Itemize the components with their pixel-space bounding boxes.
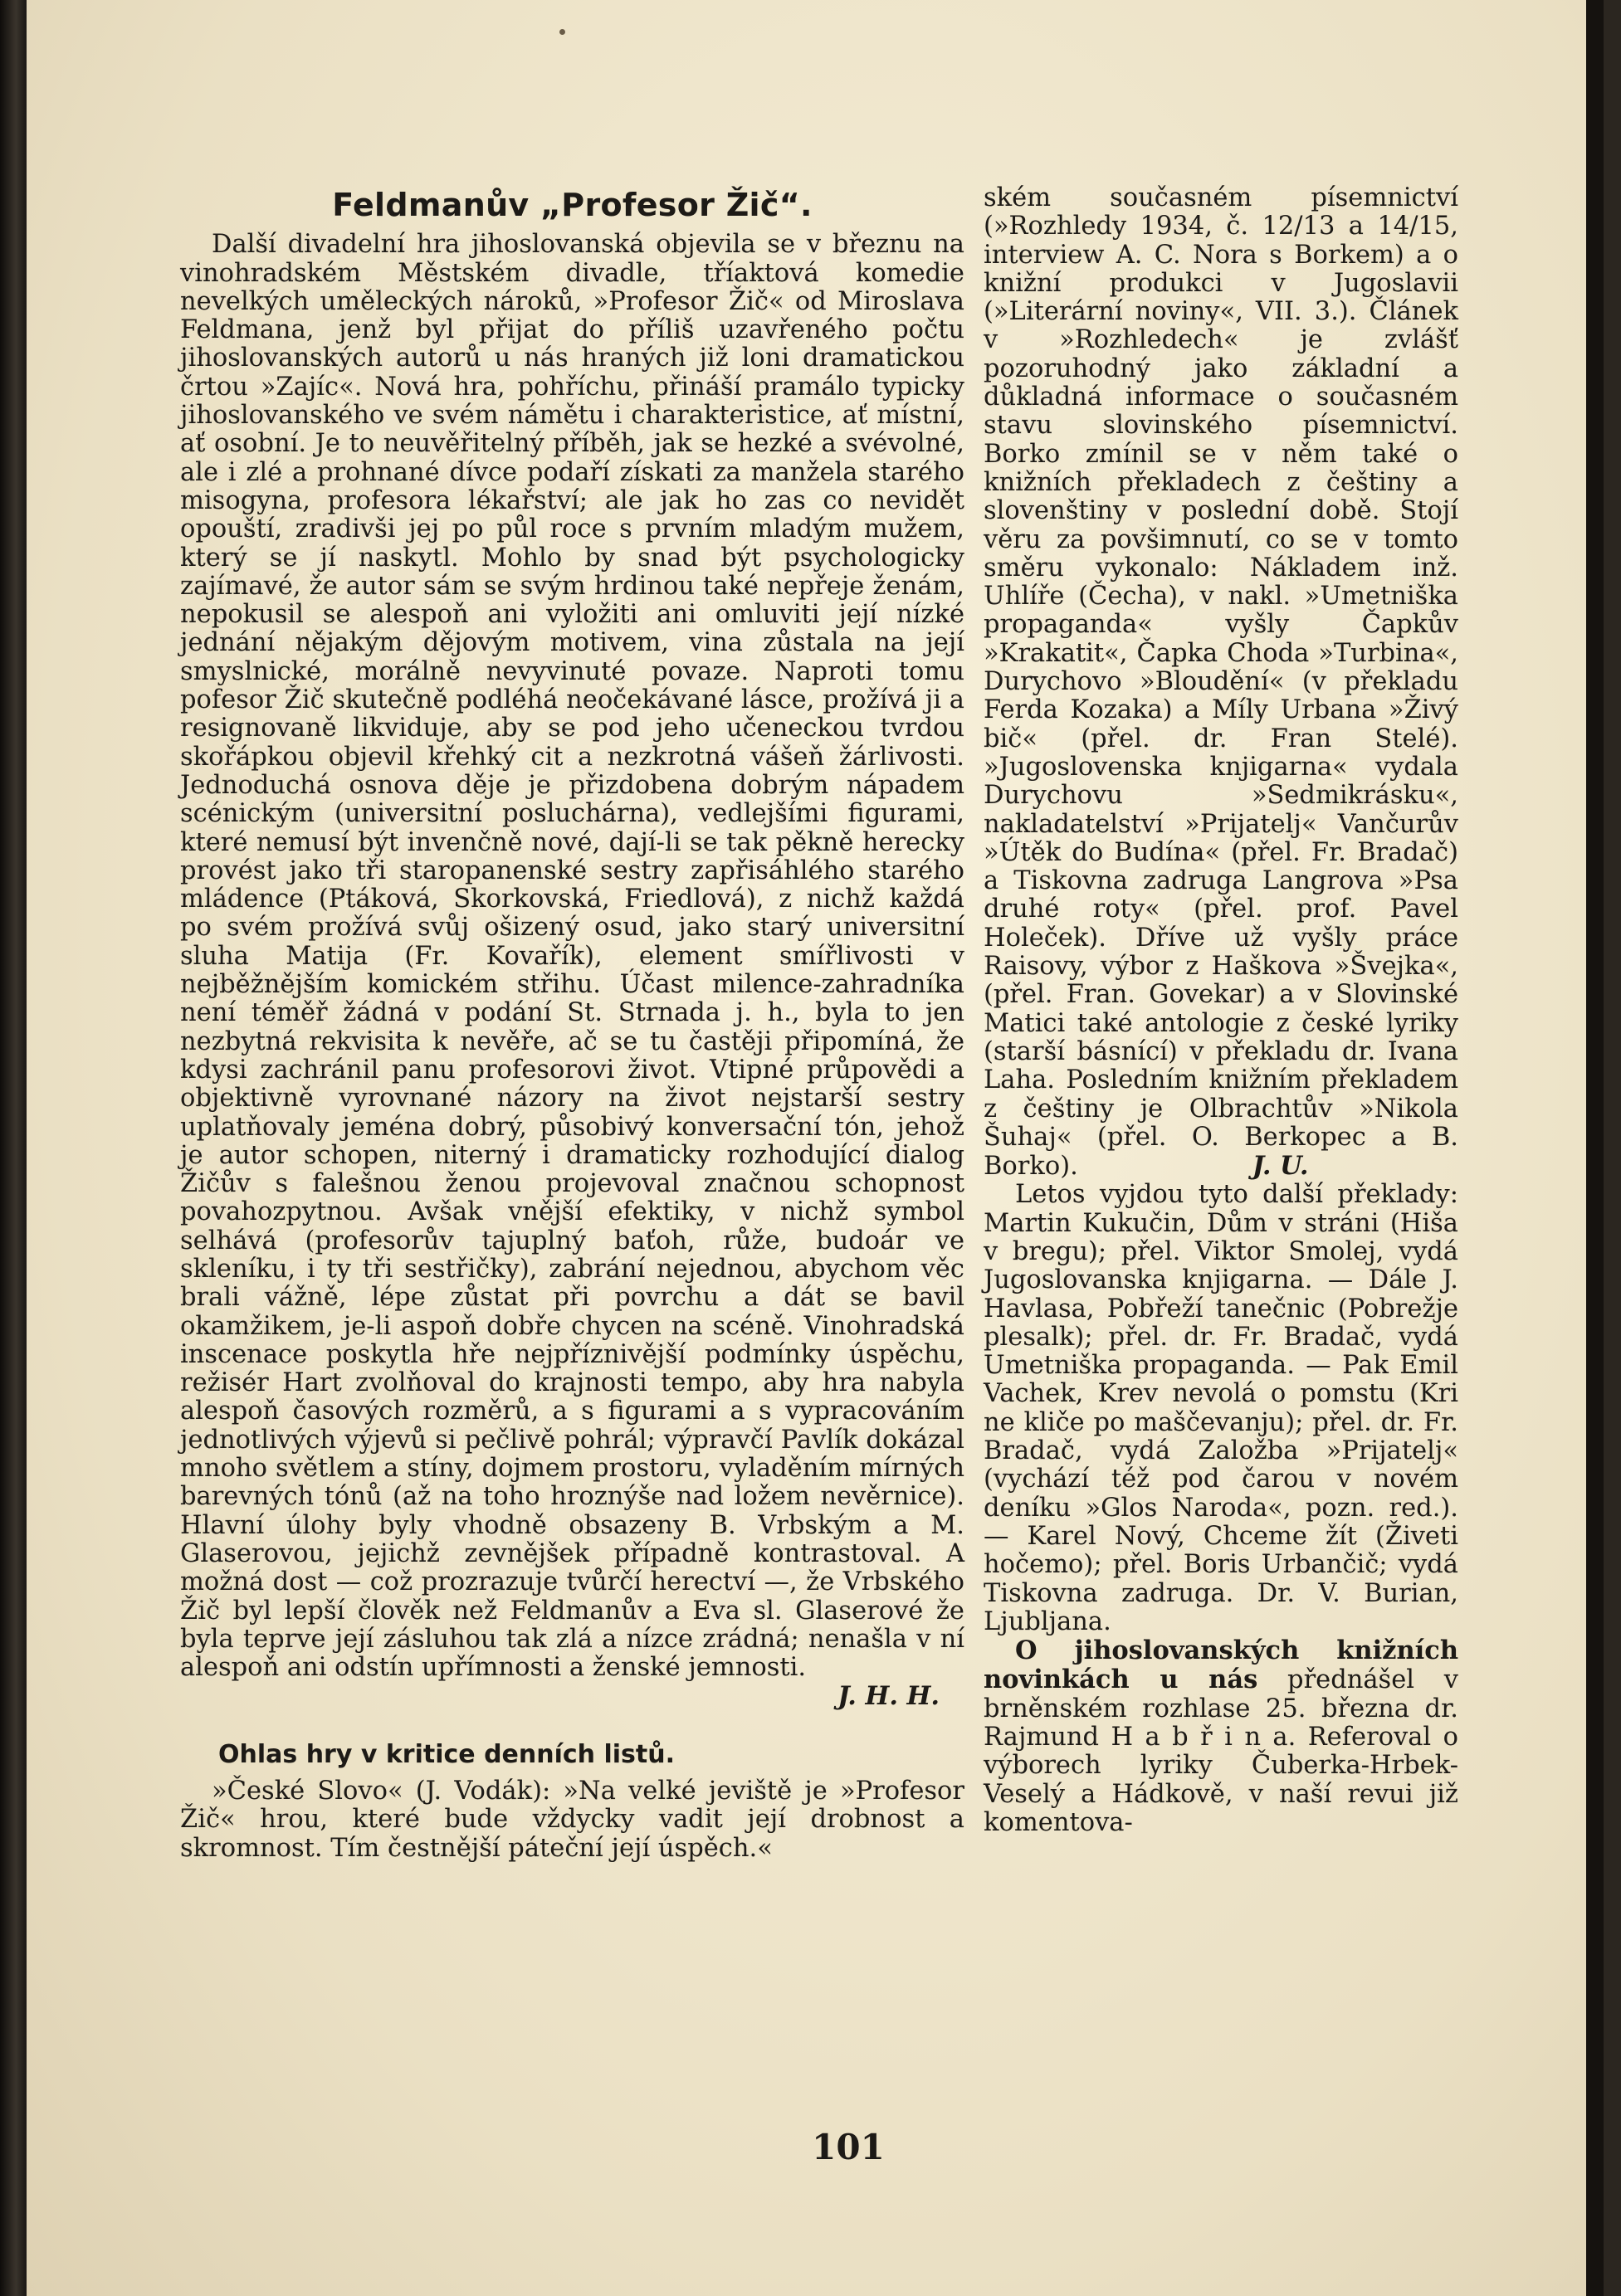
paper-speck [559,29,565,35]
left-column [180,184,964,1863]
lecture-text: přednášel v brněnském rozhlase 25. března dr. Rajmund H a b ř i n a. Referoval o výborech lyriky Čuberka-Hrbek-Veselý a Hádkově, v naší revui již komentova- [984,1665,1458,1837]
section-subheading: Ohlas hry v kritice denních listů. [218,1739,675,1769]
right-signature: J. U. [1252,1151,1309,1182]
right-paragraph-text: ském současném písemnictví (»Rozhledy 1934, č. 12/13 a 14/15, interview A. C. Nora s Borkem) a o knižní produkci v Jugoslavii (»Literární noviny«, VII. 3.). Článek v »Rozhledech« je zvlášť pozoruhodný jako základní a důkladná informace o současném stavu slovinského písemnictví. Borko zmínil se v něm také o knižních překladech z češtiny a slovenštiny v poslední době. Stojí věru za povšimnutí, co se v tomto směru vykonalo: Nákladem inž. Uhlíře (Čecha), v nakl. »Umetniška propaganda« vyšly Čapkův »Krakatit«, Čapka Choda »Turbina«, Durychovo »Bloudění« (v překladu Ferda Kozaka) a Míly Urbana »Živý bič« (přel. dr. Fran Stelé). »Jugoslovenska knjigarna« vydala Durychovu »Sedmikrásku«, nakladatelství »Prijatelj« Vančurův »Útěk do Budína« (přel. Fr. Bradač) a Tiskovna zadruga Langrova »Psa druhé roty« (přel. prof. Pavel Holeček). Dříve už vyšly práce Raisovy, výbor z Haškova »Švejka«, (přel. Fran. Govekar) a v Slovinské Matici také antologie z české lyriky (starší básnící) v překladu dr. Ivana Laha. Posledním knižním překladem z češtiny je Olbrachtův »Nikola Šuhaj« (přel. O. Berkopec a B. Borko). [984,183,1458,1182]
lecture-lead: O jihoslovanských knižních novinkách u nás [984,1635,1458,1695]
review-paragraph: »České Slovo« (J. Vodák): »Na velké jeviště je »Profesor Žič« hrou, které bude vždycky vadit její drobnost a skromnost. Tím čestnější páteční její úspěch.« [180,1777,964,1863]
translations-paragraph: Letos vyjdou tyto další překlady: Martin Kukučin, Dům v stráni (Hiša v bregu); přel. Viktor Smolej, vydá Jugoslovanska knjigarna. — Dále J. Havlasa, Pobřeží tanečnic (Pobrežje plesalk); přel. dr. Fr. Bradač, vydá Umetniška propaganda. — Pak Emil Vachek, Krev nevolá o pomstu (Kri ne kliče po maščevanju); přel. dr. Fr. Bradač, vydá Založba »Prijatelj« (vychází též pod čarou v novém deníku »Glos Naroda«, pozn. red.). — Karel Nový, Chceme žít (Živeti hočemo); přel. Boris Urbančič; vydá Tiskovna zadruga. Dr. V. Burian, Ljubljana. [984,1180,1458,1636]
article-signature-line [180,1682,964,1710]
article-title: Feldmanův „Profesor Žič“. [332,187,813,223]
right-column [984,184,1458,1837]
right-paragraph-continued [984,184,1458,1181]
article-paragraph: Další divadelní hra jihoslovanská objevila se v březnu na vinohradském Městském divadle, tříaktová komedie nevelkých uměleckých nároků, »Profesor Žič« od Miroslava Feldmana, jenž byl přijat do příliš uzavřeného počtu jihoslovanských autorů u nás hraných již loni dramatickou črtou »Zajíc«. Nová hra, pohříchu, přináší pramálo typicky jihoslovanského ve svém námětu i charakteristice, ať místní, ať osobní. Je to neuvěřitelný příběh, jak se hezké a svévolné, ale i zlé a prohnané dívce podaří získati za manžela starého misogyna, profesora lékařství; ale jak ho zas co nevidět opouští, zradivši jej po půl roce s prvním mladým mužem, který se jí naskytl. Mohlo by snad být psychologicky zajímavé, že autor sám se svým hrdinou také nepřeje ženám, nepokusil se alespoň ani vyložiti ani omluviti její nízké jednání nějakým dějovým motivem, vina zůstala na její smyslnické, morálně nevyvinuté povaze. Naproti tomu pofesor Žič skutečně podléhá neočekávané lásce, prožívá ji a resignovaně likviduje, aby se pod jeho učeneckou tvrdou skořápkou objevil křehký cit a nezkrotná vášeň žárlivosti. Jednoduchá osnova děje je přizdobena dobrým nápadem scénickým (universitní posluchárna), vedlejšími figurami, které nemusí být invenčně nové, dají-li se tak pěkně herecky provést jako tři staropanenské sestry zapřisáhlého starého mládence (Ptáková, Skorkovská, Friedlová), z nichž každá po svém prožívá svůj ošizený osud, jako starý universitní sluha Matija (Fr. Kovařík), element smířlivosti v nejběžnějším komickém střihu. Účast milence-zahradníka není téměř žádná v podání St. Strnada j. h., byla to jen nezbytná rekvisita k nevěře, ač se tu častěji připomíná, že kdysi zachránil panu profesorovi život. Vtipné průpovědi a objektivně vyrovnané názory na život nejstarší sestry uplatňovaly jeménа dobrý, působivý konversační tón, jehož je autor schopen, niterný i dramaticky rozhodující dialog Žičův s falešnou ženou projevoval značnou schopnost povahozpytnou. Avšak vnější efektiky, v nichž symbol selhává (profesorův tajuplný baťoh, růže, budoár ve skleníku, i ty tři sestřičky), zabrání nejednou, abychom věc brali vážně, lépe zůstat při povrchu a dát se bavil okamžikem, je-li aspoň dobře chycen na scéně. Vinohradská inscenace poskytla hře nejpříznivější podmínky úspěchu, režisér Hart zvolňoval do krajnosti tempo, aby hra nabyla alespoň časových rozměrů, a s figurami a s vypracováním jednotlivých výjevů si pečlivě pohrál; výpravčí Pavlík dokázal mnoho světlem a stíny, dojmem prostoru, vyladěním mírných barevných tónů (až na toho hroznýše nad ložem nevěrnice). Hlavní úlohy byly vhodně obsazeny B. Vrbským a M. Glaserovou, jejichž zevnějšek případně kontrastoval. A možná dost — což prozrazuje tvůrčí herectví —, že Vrbského Žič byl lepší člověk než Feldmanův a Eva sl. Glaserové že byla teprve její zásluhou tak zlá a nízce zrádná; nenašla v ní alespoň ani odstín upřímnosti a ženské jemnosti. [180,230,964,1683]
page-edge-shadow [1586,0,1604,2296]
lecture-paragraph [984,1636,1458,1837]
article-signature: J. H. H. [837,1682,940,1711]
book-binding [0,0,27,2296]
book-page [27,0,1604,2296]
page-number: 101 [812,2127,885,2167]
